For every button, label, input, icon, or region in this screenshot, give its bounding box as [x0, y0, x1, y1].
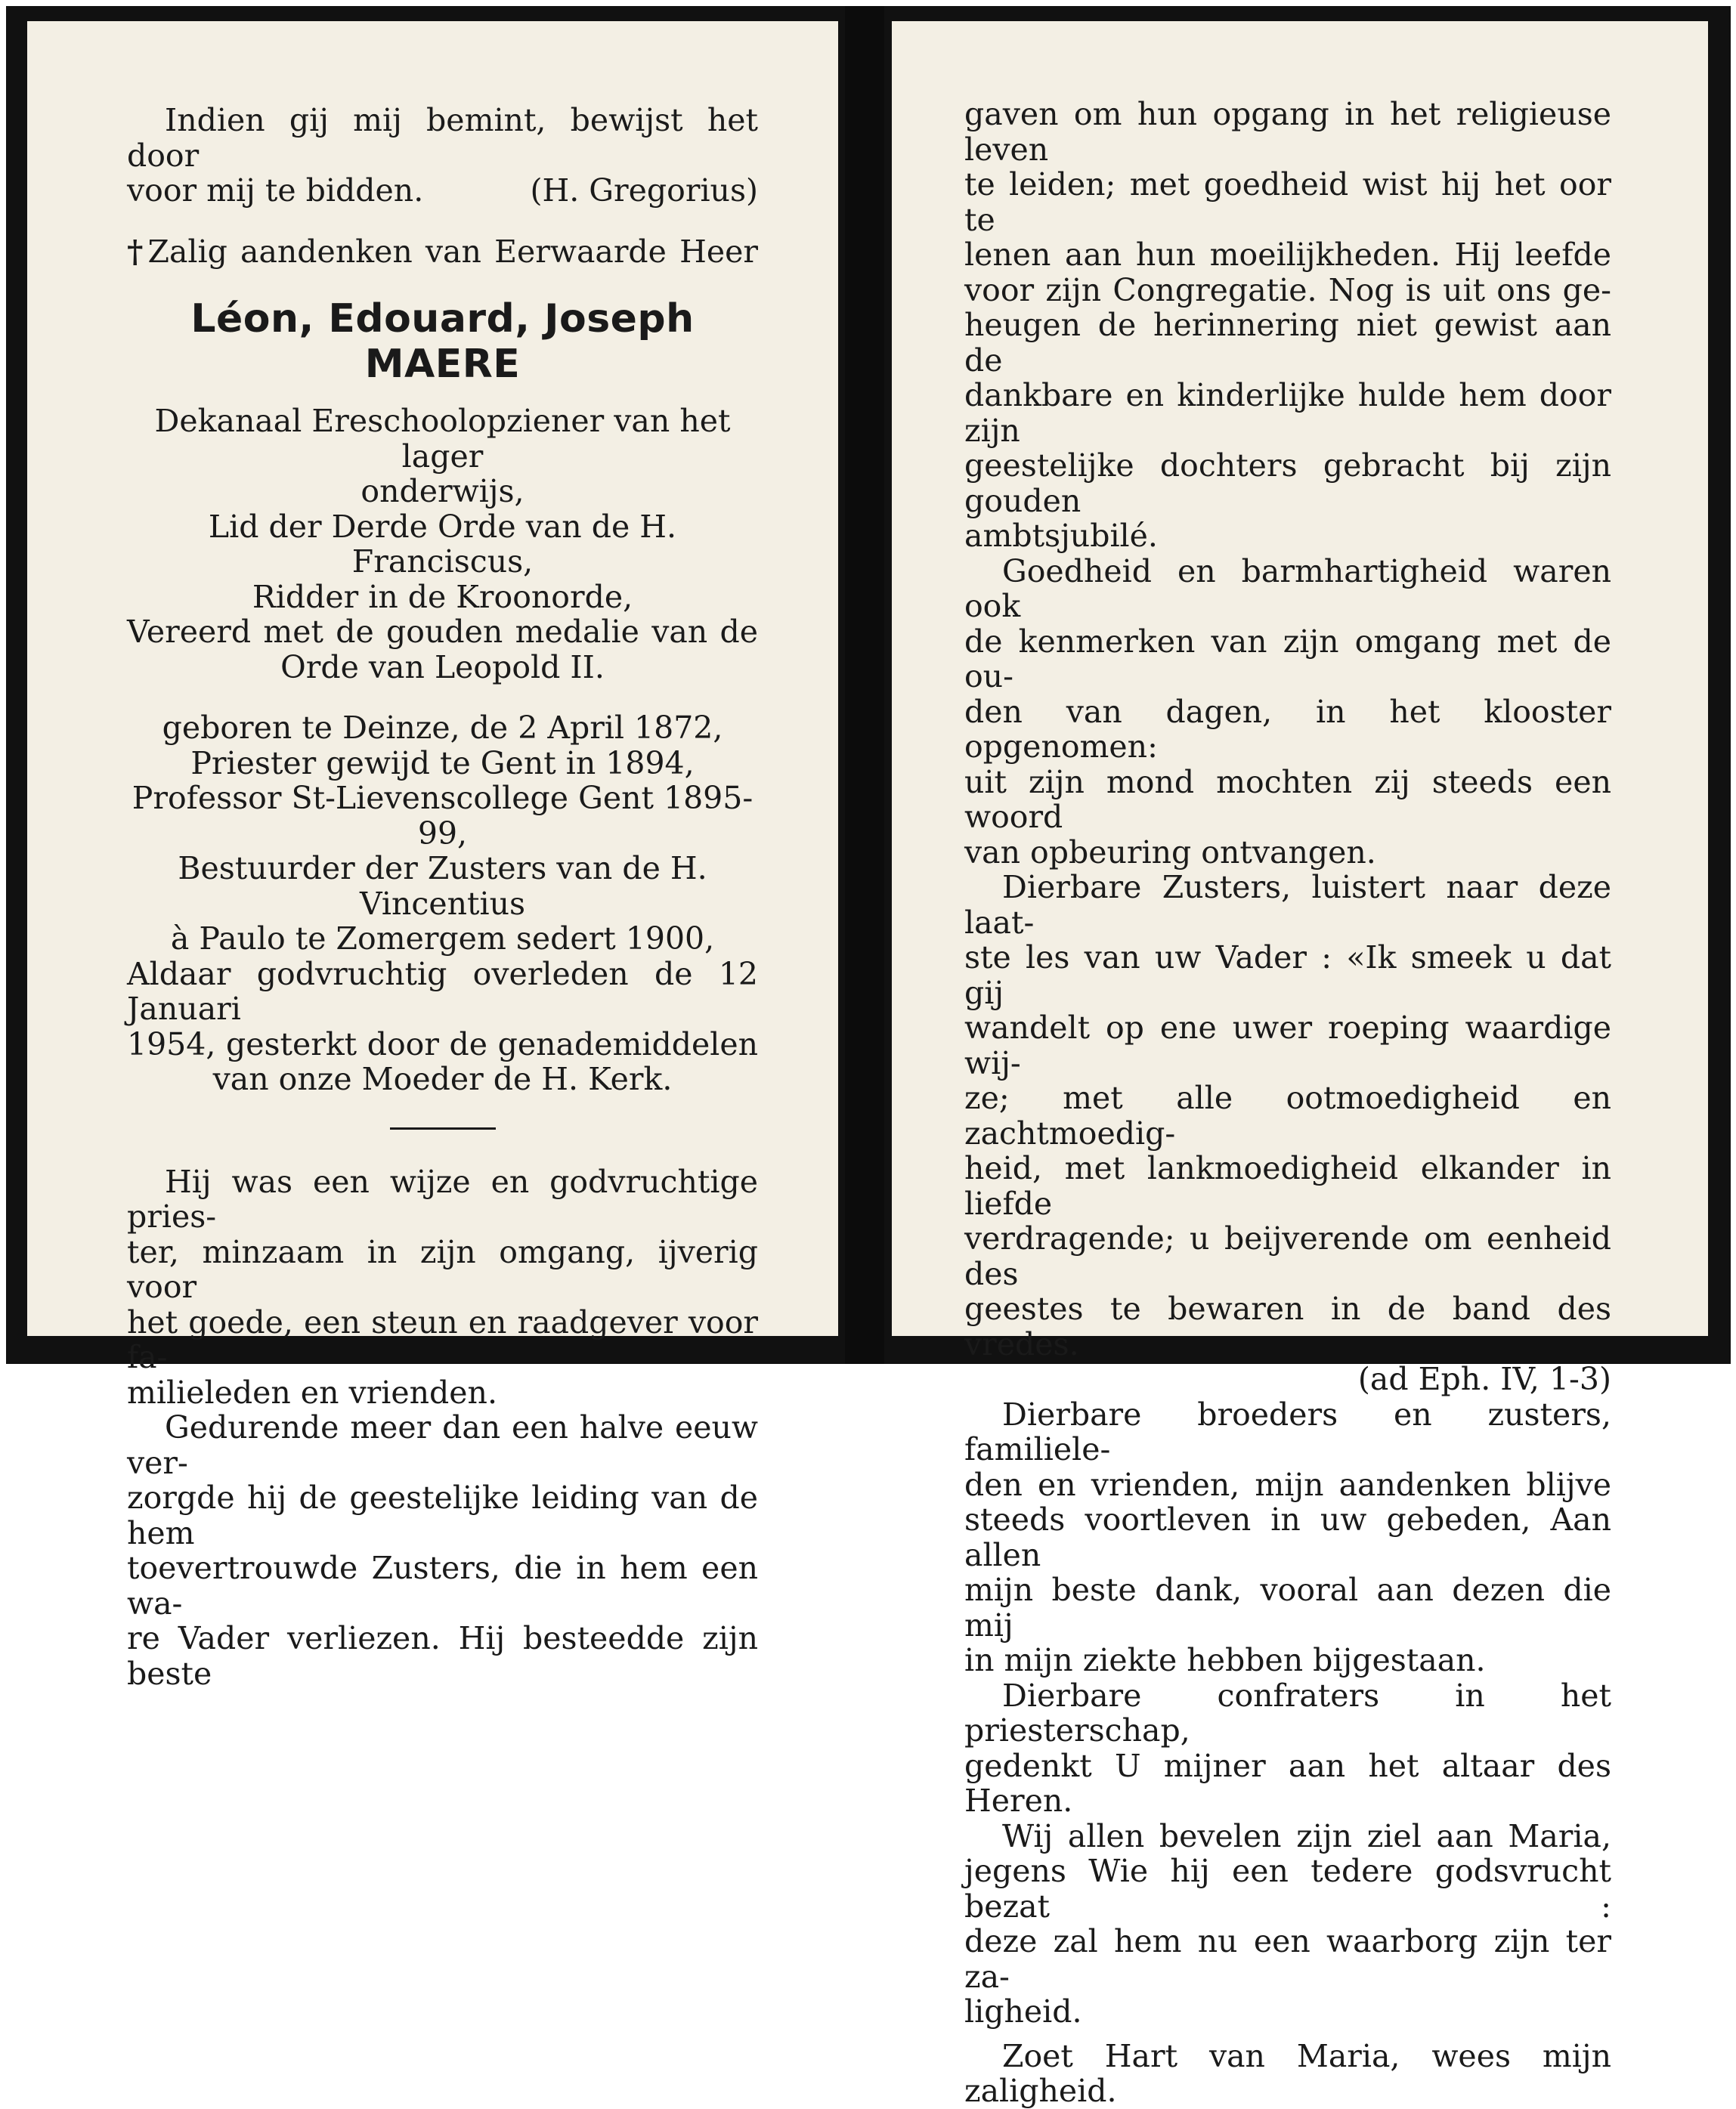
memorial-line: Zalig aandenken van Eerwaarde Heer	[147, 233, 758, 270]
opening-quote	[127, 103, 758, 209]
biography-line: Bestuurder der Zusters van de H. Vincentius	[178, 850, 707, 922]
divider-rule	[390, 1127, 496, 1130]
paragraph-line: in mijn ziekte hebben bijgestaan.	[964, 1642, 1486, 1678]
paragraph-line: lenen aan hun moeilijkheden. Hij leefde	[964, 237, 1611, 273]
paragraph-line: Dierbare broeders en zusters, familiele-	[964, 1396, 1611, 1467]
paragraph-line: Wij allen bevelen zijn ziel aan Maria,	[1002, 1817, 1611, 1854]
paragraph-line: re Vader verliezen. Hij besteedde zijn beste	[127, 1620, 758, 1692]
eulogy-paragraph	[127, 1410, 758, 1691]
paragraph-line: Dierbare Zusters, luistert naar deze laat-	[964, 869, 1611, 941]
cross-icon: †	[127, 233, 144, 270]
quote-line	[127, 173, 758, 209]
paragraph-line: ter, minzaam in zijn omgang, ijverig voor	[127, 1233, 758, 1305]
title-line: onderwijs,	[361, 473, 525, 509]
title-line: Ridder in de Kroonorde,	[252, 578, 633, 615]
closing-line: Zoet Hart van Maria, wees mijn zaligheid.	[964, 2037, 1611, 2109]
paragraph-line: geestes te bewaren in de band des vredes.	[964, 1291, 1611, 1362]
eulogy-paragraph	[964, 97, 1611, 554]
eulogy-paragraph	[964, 1819, 1611, 2030]
paragraph-line: gaven om hun opgang in het religieuse leven	[964, 96, 1611, 168]
deceased-name: Léon, Edouard, Joseph MAERE	[190, 296, 695, 387]
biography-line: 1954, gesterkt door de genademiddelen	[127, 1025, 758, 1062]
paragraph-line: het goede, een steun en raadgever voor fa-	[127, 1303, 758, 1375]
memorial-heading	[127, 234, 758, 270]
paragraph-line: milieleden en vrienden.	[127, 1374, 497, 1411]
eulogy-paragraph	[127, 1164, 758, 1411]
card-fold	[845, 6, 884, 1364]
biography-line: Professor St-Lievenscollege Gent 1895-99,	[132, 780, 754, 852]
paragraph-line: uit zijn mond mochten zij steeds een woord	[964, 763, 1611, 835]
paragraph-line: ze; met alle ootmoedigheid en zachtmoedig-	[964, 1080, 1611, 1152]
paragraph-line: Goedheid en barmhartigheid waren ook	[964, 552, 1611, 624]
paragraph-line: de kenmerken van zijn omgang met de ou-	[964, 623, 1611, 694]
title-line: Dekanaal Ereschoolopziener van het lager	[154, 403, 731, 475]
paragraph-line: voor zijn Congregatie. Nog is uit ons ge-	[964, 271, 1611, 308]
biography-line: van onze Moeder de H. Kerk.	[212, 1061, 673, 1097]
eulogy-paragraph	[964, 1397, 1611, 1678]
paragraph-line: ste les van uw Vader : «Ik smeek u dat gij	[964, 939, 1611, 1011]
quote-text: voor mij te bidden.	[127, 172, 424, 209]
closing-prayer	[964, 2039, 1611, 2109]
paragraph-line: mijn beste dank, vooral aan dezen die mij	[964, 1572, 1611, 1644]
biography-line: Aldaar godvruchtig overleden de 12 Januari	[127, 955, 758, 1027]
paragraph-line: steeds voortleven in uw gebeden, Aan allen	[964, 1501, 1611, 1573]
paragraph-line: geestelijke dochters gebracht bij zijn gouden	[964, 447, 1611, 519]
paragraph-line: heugen de herinnering niet gewist aan de	[964, 307, 1611, 379]
paragraph-line: verdragende; u beijverende om eenheid des	[964, 1220, 1611, 1292]
paragraph-line: ambtsjubilé.	[964, 518, 1158, 554]
titles-block	[127, 404, 758, 685]
paragraph-line: den van dagen, in het klooster opgenomen:	[964, 693, 1611, 765]
eulogy-paragraph	[964, 1678, 1611, 1819]
title-line: Vereerd met de gouden medalie van de	[127, 614, 758, 650]
paragraph-line: deze zal hem nu een waarborg zijn ter za-	[964, 1923, 1611, 1995]
biography-block	[127, 710, 758, 1097]
paragraph-line: van opbeuring ontvangen.	[964, 833, 1376, 871]
paragraph-line: toevertrouwde Zusters, die in hem een wa-	[127, 1550, 758, 1622]
paragraph-line: ligheid.	[964, 1993, 1082, 2030]
paragraph-line: jegens Wie hij een tedere godsvrucht bezat :	[964, 1853, 1611, 1925]
left-page	[27, 21, 838, 1692]
title-line: Lid der Derde Orde van de H. Franciscus,	[208, 508, 677, 580]
memorial-card	[6, 6, 1731, 2109]
scripture-paragraph	[964, 870, 1611, 1397]
quote-attribution: (H. Gregorius)	[530, 172, 758, 209]
paragraph-line: wandelt op ene uwer roeping waardige wij-	[964, 1010, 1611, 1081]
paragraph-line: den en vrienden, mijn aandenken blijve	[964, 1466, 1611, 1503]
title-line: Orde van Leopold II.	[280, 648, 605, 685]
biography-line: geboren te Deinze, de 2 April 1872,	[162, 710, 723, 746]
paragraph-line: Gedurende meer dan een halve eeuw ver-	[127, 1409, 758, 1481]
paragraph-line: zorgde hij de geestelijke leiding van de hem	[127, 1480, 758, 1551]
quote-line: Indien gij mij bemint, bewijst het door	[127, 102, 758, 174]
paragraph-line: te leiden; met goedheid wist hij het oor te	[964, 166, 1611, 238]
paragraph-line: heid, met lankmoedigheid elkander in liefde	[964, 1150, 1611, 1222]
paragraph-line: gedenkt U mijner aan het altaar des Heren.	[964, 1747, 1611, 1819]
paragraph-line: Dierbare confraters in het priesterschap,	[964, 1677, 1611, 1749]
right-page	[892, 21, 1708, 2109]
biography-line: Priester gewijd te Gent in 1894,	[190, 744, 695, 781]
eulogy-paragraph	[964, 554, 1611, 871]
scripture-reference: (ad Eph. IV, 1-3)	[1357, 1361, 1611, 1397]
biography-line: à Paulo te Zomergem sedert 1900,	[170, 920, 715, 957]
paragraph-line: Hij was een wijze en godvruchtige pries-	[127, 1163, 758, 1235]
paragraph-line: dankbare en kinderlijke hulde hem door zijn	[964, 377, 1611, 449]
